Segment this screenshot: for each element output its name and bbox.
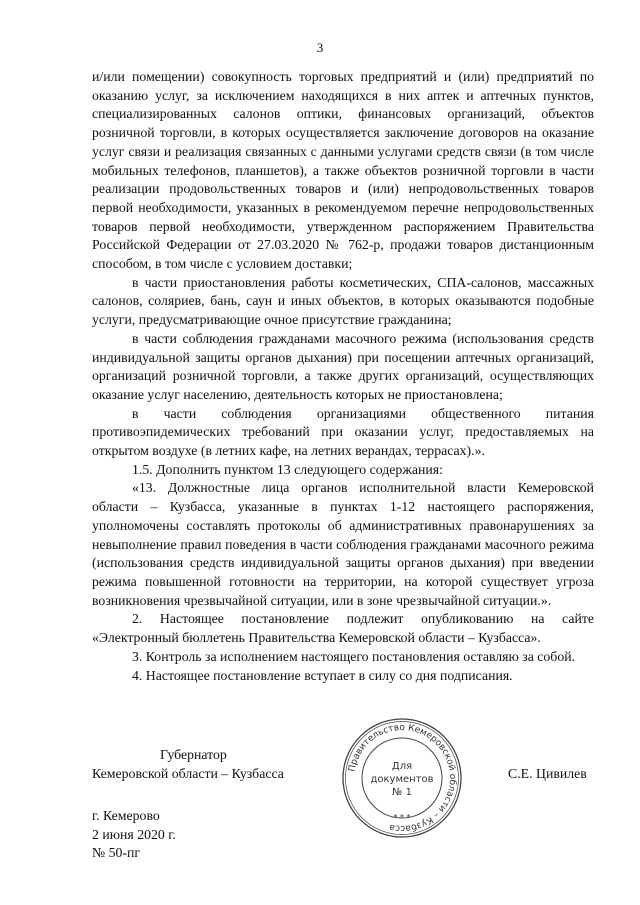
page-number: 3 bbox=[316, 40, 324, 55]
paragraph: 3. Контроль за исполнением настоящего постановления оставляю за собой. bbox=[132, 648, 576, 664]
paragraph: 2. Настоящее постановление подлежит опубликованию на сайте «Электронный бюллетень Правительства Кемеровской области – Кузбасса». bbox=[92, 611, 594, 646]
city: г. Кемерово bbox=[92, 808, 160, 823]
stamp-inner-line2: документов bbox=[370, 774, 434, 785]
stamp-inner-line3: № 1 bbox=[392, 787, 412, 798]
stamp-stars: * * * bbox=[393, 813, 411, 822]
paragraph: в части соблюдения гражданами масочного режима (использования средств индивидуальной защиты органов дыхания) при посещении аптечных организаций, организаций розничной торговли, а также других организаций, осуществляющих оказание услуг населению, деятельность которых не приостановлена; bbox=[92, 330, 594, 402]
document-details bbox=[92, 807, 176, 863]
official-stamp bbox=[340, 716, 464, 840]
paragraph: 1.5. Дополнить пунктом 13 следующего содержания: bbox=[132, 461, 443, 477]
paragraph: в части соблюдения организациями общественного питания противоэпидемических требований при оказании услуг, предоставляемых на открытом воздухе (в летних кафе, на летних верандах, террасах).». bbox=[92, 405, 594, 459]
stamp-ring-text: Правительство Кемеровской области – Кузбасса bbox=[347, 722, 458, 834]
document-body bbox=[92, 68, 594, 685]
paragraph: в части приостановления работы косметических, СПА-салонов, массажных салонов, соляриев, бань, саун и иных объектов, в которых оказываются подобные услуги, предусматривающие очное присутствие гражданина; bbox=[92, 274, 594, 328]
signatory-organization: Кемеровской области – Кузбасса bbox=[92, 766, 284, 781]
signatory-title: Губернатор bbox=[160, 747, 227, 762]
paragraph: «13. Должностные лица органов исполнительной власти Кемеровской области – Кузбасса, указанные в пунктах 1-12 настоящего распоряжения, уполномочены составлять протоколы об административных правонарушениях за невыполнение правил поведения в части соблюдения гражданами масочного режима (использования средств индивидуальной защиты органов дыхания) при введении режима повышенной готовности на территории, на которой существует угроза возникновения чрезвычайной ситуации, или в зоне чрезвычайной ситуации.». bbox=[92, 480, 594, 608]
stamp-inner-line1: Для bbox=[391, 761, 413, 772]
signatory-name: С.Е. Цивилев bbox=[508, 766, 587, 781]
document-number: № 50-пг bbox=[92, 845, 141, 861]
paragraph: 4. Настоящее постановление вступает в силу со дня подписания. bbox=[132, 667, 513, 683]
document-date: 2 июня 2020 г. bbox=[92, 826, 176, 842]
paragraph: и/или помещении) совокупность торговых предприятий и (или) предприятий по оказанию услуг, за исключением находящихся в них аптек и аптечных пунктов, специализированных салонов оптики, финансовых организаций, объектов розничной торговли, в которых осуществляется заключение договоров на оказание услуг связи и реализация связанных с данными услугами средств связи (в том числе мобильных телефонов, планшетов), а также объектов розничной торговли в части реализации продовольственных товаров и (или) непродовольственных товаров первой необходимости, указанных в рекомендуемом перечне непродовольственных товаров первой необходимости, утвержденном распоряжением Правительства Российской Федерации от 27.03.2020 № 762-р, продажи товаров дистанционным способом, в том числе с условием доставки; bbox=[92, 69, 594, 272]
